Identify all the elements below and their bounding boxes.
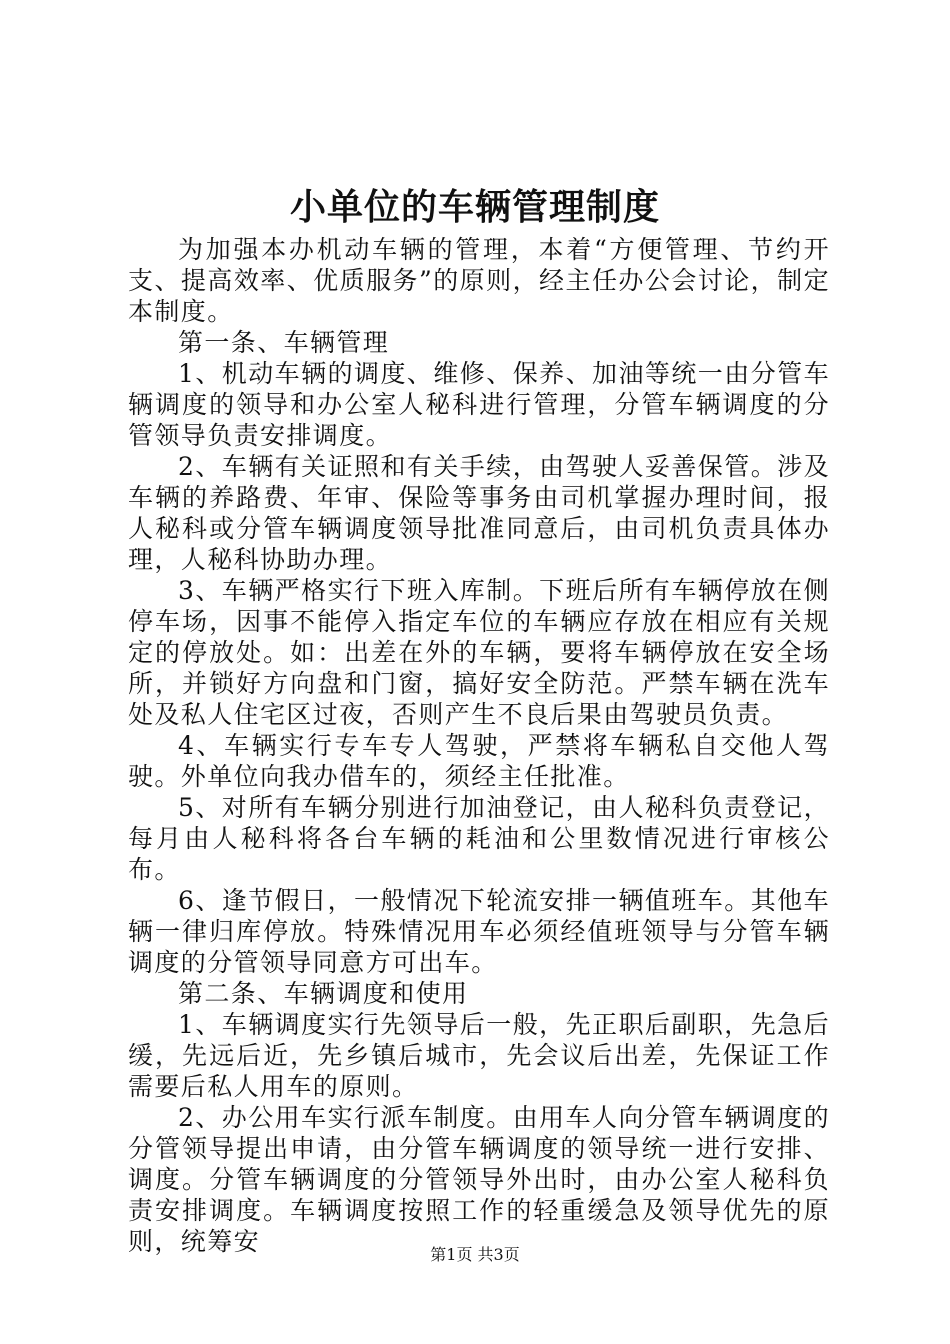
document-title: 小单位的车辆管理制度 <box>289 186 660 228</box>
paragraph-intro: 为加强本办机动车辆的管理，本着“方便管理、节约开支、提高效率、优质服务”的原则，经主任办公会讨论，制定本制度。 <box>128 235 830 326</box>
section-heading-1: 第一条、车辆管理 <box>178 328 390 357</box>
paragraph-1-3: 3、车辆严格实行下班入库制。下班后所有车辆停放在侧停车场，因事不能停入指定车位的车辆应存放在相应有关规定的停放处。如：出差在外的车辆，要将车辆停放在安全场所，并锁好方向盘和门窗，搞好安全防范。严禁车辆在洗车处及私人住宅区过夜，否则产生不良后果由驾驶员负责。 <box>128 576 830 729</box>
paragraph-2-2: 2、办公用车实行派车制度。由用车人向分管车辆调度的分管领导提出申请，由分管车辆调度的领导统一进行安排、调度。分管车辆调度的分管领导外出时，由办公室人秘科负责安排调度。车辆调度按照工作的轻重缓急及领导优先的原则，统筹安 <box>128 1103 830 1256</box>
paragraph-2-1: 1、车辆调度实行先领导后一般，先正职后副职，先急后缓，先远后近，先乡镇后城市，先会议后出差，先保证工作需要后私人用车的原则。 <box>128 1010 830 1101</box>
document-body <box>128 234 830 1257</box>
paragraph-1-4: 4、车辆实行专车专人驾驶，严禁将车辆私自交他人驾驶。外单位向我办借车的，须经主任批准。 <box>128 731 830 791</box>
paragraph-1-6: 6、逢节假日，一般情况下轮流安排一辆值班车。其他车辆一律归库停放。特殊情况用车必须经值班领导与分管车辆调度的分管领导同意方可出车。 <box>128 886 830 977</box>
paragraph-1-5: 5、对所有车辆分别进行加油登记，由人秘科负责登记，每月由人秘科将各台车辆的耗油和公里数情况进行审核公布。 <box>128 793 830 884</box>
page-number-footer: 第1页 共3页 <box>430 1245 520 1264</box>
paragraph-1-2: 2、车辆有关证照和有关手续，由驾驶人妥善保管。涉及车辆的养路费、年审、保险等事务由司机掌握办理时间，报人秘科或分管车辆调度领导批准同意后，由司机负责具体办理，人秘科协助办理。 <box>128 452 830 574</box>
paragraph-1-1: 1、机动车辆的调度、维修、保养、加油等统一由分管车辆调度的领导和办公室人秘科进行管理，分管车辆调度的分管领导负责安排调度。 <box>128 359 830 450</box>
section-heading-2: 第二条、车辆调度和使用 <box>178 979 469 1008</box>
